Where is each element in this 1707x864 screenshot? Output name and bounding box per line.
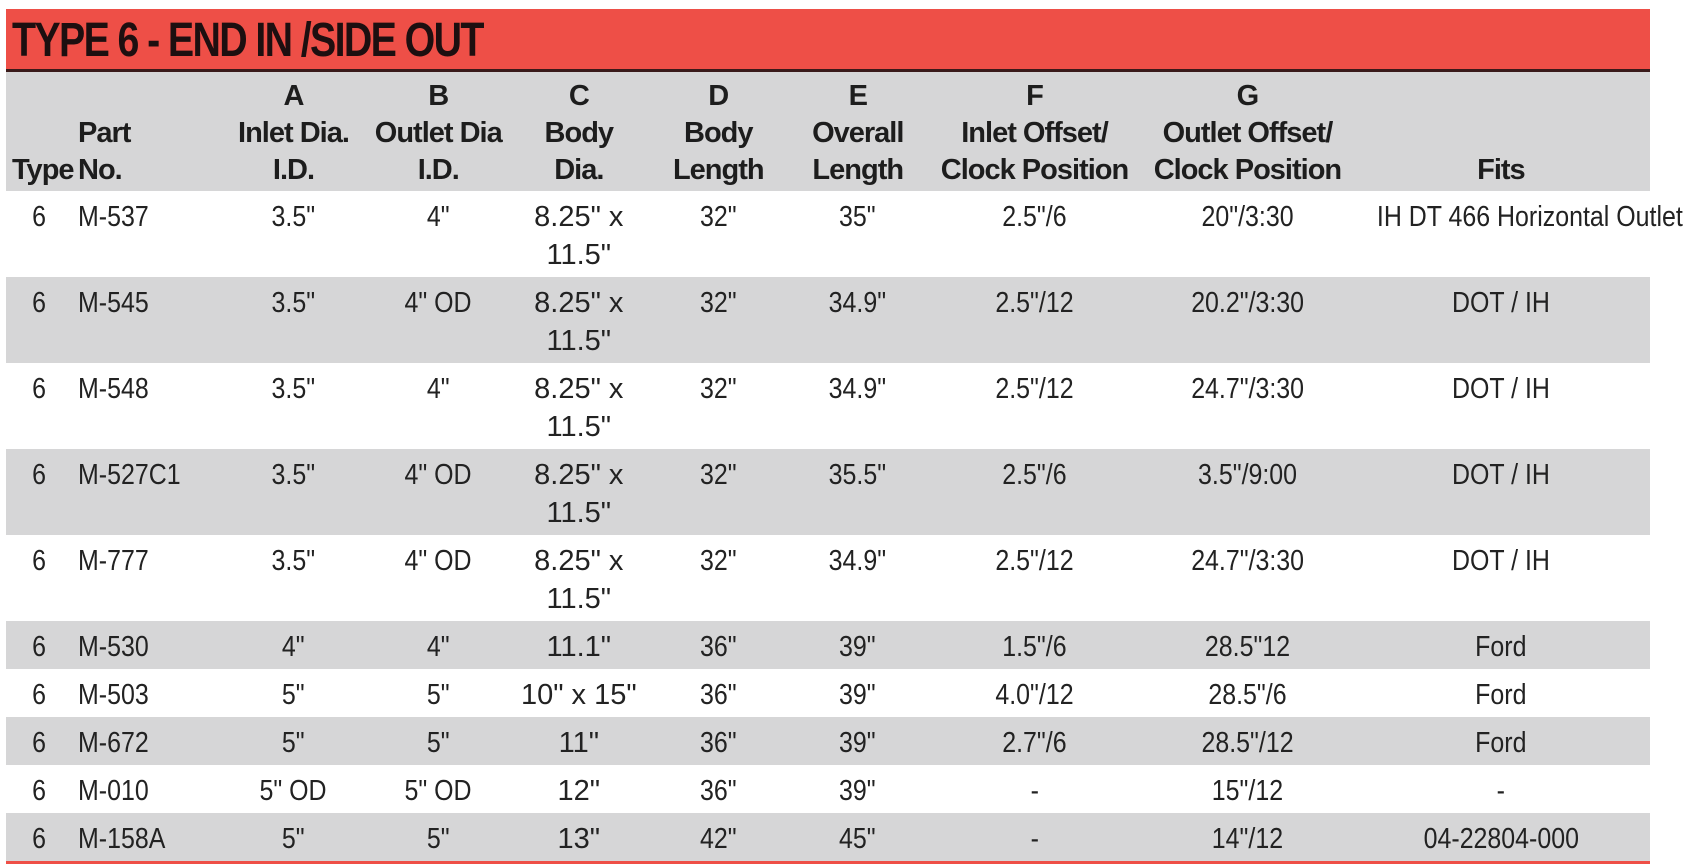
cell-c (511, 191, 647, 277)
cell-a (221, 621, 366, 669)
column-header-part (72, 72, 221, 191)
cell-type (6, 669, 72, 717)
table-row (6, 621, 1650, 669)
cell-value: 20.2"/3:30 (1191, 287, 1304, 319)
cell-part (72, 363, 221, 449)
cell-value: 39" (839, 775, 877, 807)
table-row (6, 765, 1650, 813)
cell-c (511, 621, 647, 669)
cell-value: 32" (699, 201, 737, 233)
cell-value: 39" (839, 727, 877, 759)
cell-value: 32" (699, 459, 737, 491)
cell-f (926, 191, 1143, 277)
cell-value: 6 (32, 201, 46, 233)
cell-g (1143, 621, 1352, 669)
cell-e (790, 765, 926, 813)
cell-value: M-548 (78, 373, 149, 405)
table-row (6, 669, 1650, 717)
cell-type (6, 717, 72, 765)
cell-value: 32" (699, 373, 737, 405)
cell-e (790, 191, 926, 277)
cell-value: 2.5"/6 (1002, 459, 1067, 491)
column-header-line: E (848, 80, 867, 112)
cell-e (790, 621, 926, 669)
cell-part (72, 277, 221, 363)
cell-type (6, 277, 72, 363)
cell-value: M-537 (78, 201, 149, 233)
cell-value: 3.5" (271, 459, 316, 491)
cell-line: 12" (557, 775, 601, 807)
cell-c (511, 813, 647, 861)
column-header-line: Inlet Offset/ (961, 117, 1108, 149)
cell-value: 39" (839, 631, 877, 663)
column-header-line: Type (12, 154, 74, 186)
cell-fits (1352, 535, 1650, 621)
cell-e (790, 363, 926, 449)
cell-value: M-527C1 (78, 459, 181, 491)
cell-fits (1352, 191, 1683, 277)
cell-value: 28.5"/6 (1208, 679, 1287, 711)
cell-line: 10" x 15" (520, 679, 637, 711)
cell-a (221, 449, 366, 535)
cell-b (366, 717, 511, 765)
column-header-type (6, 72, 72, 191)
cell-part (72, 813, 221, 861)
cell-value: 34.9" (829, 287, 887, 319)
cell-c (511, 717, 647, 765)
cell-value: 2.7"/6 (1002, 727, 1067, 759)
cell-line: 11.1" (546, 631, 612, 663)
table-title: TYPE 6 - END IN /SIDE OUT (12, 14, 483, 67)
cell-d (647, 191, 790, 277)
cell-value: 6 (32, 727, 46, 759)
cell-part (72, 717, 221, 765)
cell-value: M-158A (78, 823, 166, 855)
cell-value: 32" (699, 545, 737, 577)
column-header-line: F (1026, 80, 1043, 112)
cell-f (926, 535, 1143, 621)
cell-value: 4" OD (404, 459, 472, 491)
cell-value: 15"/12 (1211, 775, 1284, 807)
spec-sheet (6, 9, 1683, 864)
cell-value: 5" (426, 823, 450, 855)
column-header-line: Body (684, 117, 753, 149)
cell-g (1143, 363, 1352, 449)
cell-value: IH DT 466 Horizontal Outlet (1376, 201, 1683, 233)
cell-e (790, 717, 926, 765)
column-header-b (366, 72, 511, 191)
cell-b (366, 449, 511, 535)
cell-a (221, 813, 366, 861)
cell-value: 5" (282, 679, 305, 711)
cell-b (366, 277, 511, 363)
column-header-line: D (708, 80, 729, 112)
column-header-line: Length (812, 154, 904, 186)
cell-value: 35" (839, 201, 877, 233)
column-header-line: G (1236, 80, 1259, 112)
cell-g (1143, 717, 1352, 765)
cell-f (926, 717, 1143, 765)
cell-value: M-530 (78, 631, 149, 663)
cell-c (511, 363, 647, 449)
cell-type (6, 191, 72, 277)
cell-value: 36" (699, 775, 737, 807)
cell-value: M-777 (78, 545, 149, 577)
cell-value: 2.5"/12 (995, 545, 1074, 577)
cell-value: 6 (32, 287, 46, 319)
cell-value: 6 (32, 775, 46, 807)
cell-value: 3.5" (271, 545, 316, 577)
cell-line: 8.25" x (534, 373, 624, 405)
cell-line: 11.5" (546, 497, 612, 529)
cell-value: 20"/3:30 (1201, 201, 1294, 233)
column-header-line: Inlet Dia. (238, 117, 349, 149)
column-header-line: Length (672, 154, 764, 186)
cell-d (647, 765, 790, 813)
cell-f (926, 621, 1143, 669)
title-bar (6, 9, 1650, 72)
cell-value: 42" (699, 823, 737, 855)
column-header-line: B (428, 80, 449, 112)
cell-d (647, 717, 790, 765)
cell-type (6, 765, 72, 813)
cell-value: 5" (426, 679, 450, 711)
cell-a (221, 535, 366, 621)
cell-value: 5" (282, 823, 305, 855)
column-header-f (926, 72, 1143, 191)
cell-b (366, 191, 511, 277)
cell-value: 34.9" (829, 545, 887, 577)
spec-table (6, 72, 1683, 861)
cell-value: - (1030, 823, 1039, 855)
cell-g (1143, 191, 1352, 277)
column-header-line: Part (78, 117, 131, 149)
column-header-line: Fits (1477, 154, 1525, 186)
column-header-line: I.D. (272, 154, 315, 186)
cell-value: - (1496, 775, 1506, 807)
cell-value: 5" OD (259, 775, 327, 807)
cell-part (72, 449, 221, 535)
cell-value: 28.5"/12 (1201, 727, 1294, 759)
cell-e (790, 669, 926, 717)
cell-f (926, 765, 1143, 813)
cell-line: 11.5" (546, 411, 612, 443)
cell-g (1143, 449, 1352, 535)
cell-value: 6 (32, 545, 46, 577)
cell-f (926, 277, 1143, 363)
cell-type (6, 363, 72, 449)
cell-a (221, 717, 366, 765)
cell-value: 24.7"/3:30 (1191, 373, 1304, 405)
cell-a (221, 669, 366, 717)
cell-line: 8.25" x (534, 201, 624, 233)
cell-a (221, 363, 366, 449)
cell-b (366, 669, 511, 717)
table-row (6, 449, 1650, 535)
cell-b (366, 621, 511, 669)
cell-g (1143, 765, 1352, 813)
cell-fits (1352, 277, 1650, 363)
cell-f (926, 813, 1143, 861)
cell-d (647, 449, 790, 535)
cell-d (647, 277, 790, 363)
column-header-c (511, 72, 647, 191)
cell-value: 6 (32, 631, 46, 663)
cell-line: 11.5" (546, 583, 612, 615)
cell-value: 36" (699, 727, 737, 759)
cell-value: 4" (426, 631, 450, 663)
cell-part (72, 621, 221, 669)
cell-value: 28.5"12 (1204, 631, 1291, 663)
column-header-fits (1352, 72, 1650, 191)
cell-b (366, 363, 511, 449)
cell-value: 4" (426, 201, 450, 233)
table-row (6, 191, 1650, 277)
cell-d (647, 813, 790, 861)
table-row (6, 363, 1650, 449)
cell-f (926, 669, 1143, 717)
cell-value: 34.9" (829, 373, 887, 405)
cell-value: 5" (282, 727, 305, 759)
cell-b (366, 765, 511, 813)
column-header-e (790, 72, 926, 191)
cell-value: DOT / IH (1451, 373, 1550, 405)
cell-value: 6 (32, 373, 46, 405)
cell-b (366, 813, 511, 861)
cell-value: 5" (426, 727, 450, 759)
cell-fits (1352, 669, 1650, 717)
cell-value: 45" (839, 823, 877, 855)
cell-value: 2.5"/12 (995, 373, 1074, 405)
table-row (6, 535, 1650, 621)
column-header-line: Outlet Offset/ (1162, 117, 1333, 149)
header-row (6, 72, 1650, 191)
cell-line: 8.25" x (534, 545, 624, 577)
column-header-line: Dia. (554, 154, 604, 186)
column-header-line: Overall (812, 117, 904, 149)
column-header-line: No. (78, 154, 122, 186)
cell-value: Ford (1475, 679, 1527, 711)
cell-c (511, 669, 647, 717)
cell-g (1143, 813, 1352, 861)
cell-line: 11.5" (546, 325, 612, 357)
cell-fits (1352, 813, 1650, 861)
cell-g (1143, 535, 1352, 621)
cell-value: 3.5" (271, 201, 316, 233)
cell-value: 2.5"/6 (1002, 201, 1067, 233)
cell-value: 35.5" (829, 459, 887, 491)
column-header-line: C (568, 80, 589, 112)
cell-value: 32" (699, 287, 737, 319)
cell-d (647, 535, 790, 621)
cell-line: 11" (558, 727, 599, 759)
cell-e (790, 535, 926, 621)
cell-c (511, 449, 647, 535)
table-row (6, 813, 1650, 861)
cell-value: 6 (32, 679, 46, 711)
cell-part (72, 535, 221, 621)
table-row (6, 277, 1650, 363)
column-header-line: A (283, 80, 304, 112)
cell-a (221, 765, 366, 813)
column-header-a (221, 72, 366, 191)
cell-value: 3.5" (271, 373, 316, 405)
cell-part (72, 191, 221, 277)
cell-part (72, 669, 221, 717)
column-header-g (1143, 72, 1352, 191)
cell-c (511, 277, 647, 363)
column-header-line: Clock Position (1153, 154, 1342, 186)
cell-c (511, 535, 647, 621)
column-header-line: Outlet Dia (374, 117, 502, 149)
cell-value: M-010 (78, 775, 149, 807)
cell-value: M-545 (78, 287, 149, 319)
cell-value: 36" (699, 631, 737, 663)
cell-a (221, 277, 366, 363)
cell-value: 3.5"/9:00 (1197, 459, 1297, 491)
cell-value: 4" (282, 631, 305, 663)
cell-g (1143, 277, 1352, 363)
cell-f (926, 449, 1143, 535)
cell-e (790, 277, 926, 363)
cell-value: M-503 (78, 679, 149, 711)
cell-value: 6 (32, 823, 46, 855)
table-row (6, 717, 1650, 765)
cell-value: 14"/12 (1211, 823, 1284, 855)
cell-value: - (1030, 775, 1039, 807)
cell-value: 4" OD (404, 287, 472, 319)
cell-value: 24.7"/3:30 (1191, 545, 1304, 577)
table-header (6, 72, 1650, 191)
cell-value: Ford (1475, 631, 1527, 663)
cell-value: 4" (426, 373, 450, 405)
cell-value: DOT / IH (1451, 459, 1550, 491)
column-header-line: Clock Position (940, 154, 1129, 186)
cell-value: Ford (1475, 727, 1527, 759)
cell-f (926, 363, 1143, 449)
column-header-line: I.D. (417, 154, 459, 186)
cell-value: 39" (839, 679, 877, 711)
cell-g (1143, 669, 1352, 717)
cell-e (790, 449, 926, 535)
cell-value: 4.0"/12 (995, 679, 1074, 711)
cell-fits (1352, 765, 1650, 813)
cell-d (647, 363, 790, 449)
cell-value: 6 (32, 459, 46, 491)
cell-fits (1352, 449, 1650, 535)
column-header-d (647, 72, 790, 191)
cell-line: 11.5" (546, 239, 612, 271)
cell-type (6, 813, 72, 861)
cell-e (790, 813, 926, 861)
cell-line: 8.25" x (534, 287, 624, 319)
cell-value: M-672 (78, 727, 149, 759)
cell-value: 36" (699, 679, 737, 711)
cell-value: 2.5"/12 (995, 287, 1074, 319)
cell-value: DOT / IH (1451, 545, 1550, 577)
cell-fits (1352, 363, 1650, 449)
cell-d (647, 669, 790, 717)
cell-fits (1352, 717, 1650, 765)
cell-d (647, 621, 790, 669)
cell-line: 13" (557, 823, 601, 855)
cell-line: 8.25" x (534, 459, 624, 491)
cell-b (366, 535, 511, 621)
cell-a (221, 191, 366, 277)
cell-value: 5" OD (404, 775, 472, 807)
column-header-line: Body (544, 117, 614, 149)
cell-value: 04-22804-000 (1423, 823, 1579, 855)
cell-c (511, 765, 647, 813)
cell-type (6, 535, 72, 621)
cell-type (6, 621, 72, 669)
table-body (6, 191, 1683, 861)
cell-value: 4" OD (404, 545, 472, 577)
cell-type (6, 449, 72, 535)
cell-value: DOT / IH (1451, 287, 1550, 319)
cell-value: 1.5"/6 (1002, 631, 1067, 663)
cell-value: 3.5" (271, 287, 316, 319)
cell-fits (1352, 621, 1650, 669)
cell-part (72, 765, 221, 813)
